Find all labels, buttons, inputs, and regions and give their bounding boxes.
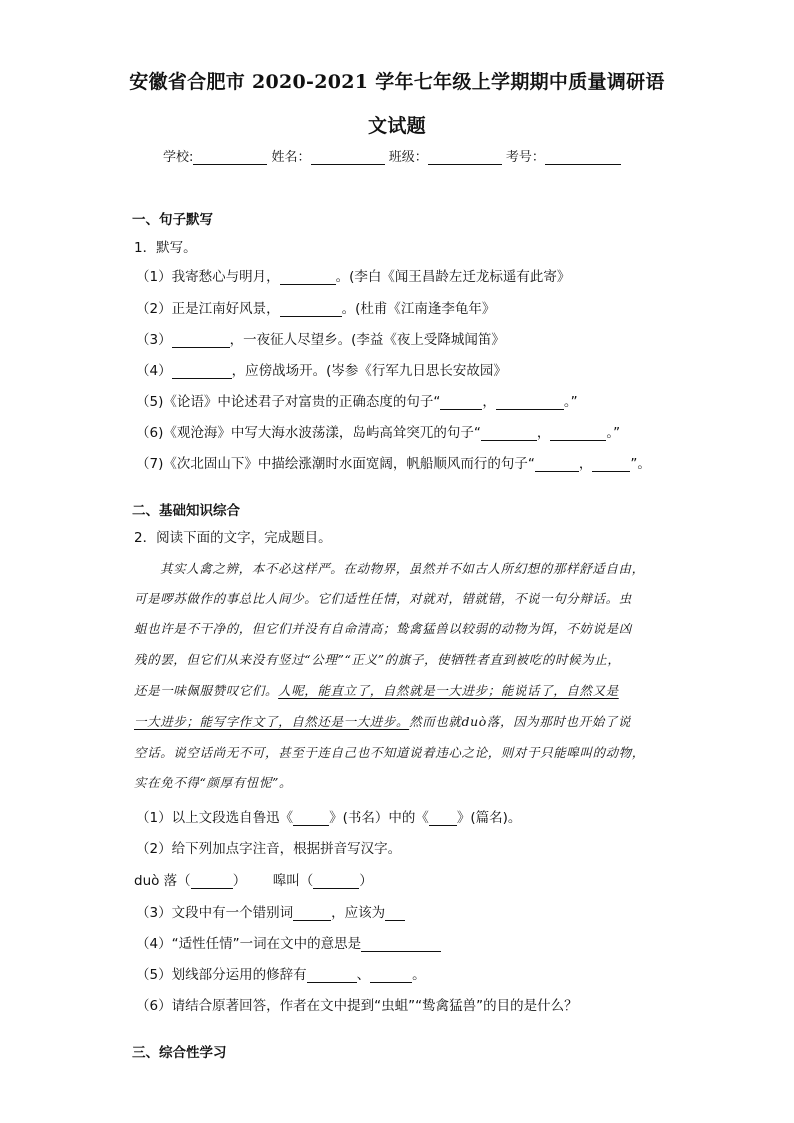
q2-sub-6: （6）请结合原著回答，作者在文中提到“虫蛆”“鸷禽猛兽”的目的是什么？ xyxy=(136,998,578,1014)
passage-line: 实在免不得“颜厚有忸怩”。 xyxy=(134,775,293,790)
answer-blank[interactable] xyxy=(293,906,331,921)
q1-item-7 xyxy=(136,452,651,472)
q1-item-1 xyxy=(136,265,570,285)
item-text: ， xyxy=(536,425,551,441)
question-2-stem: 2．阅读下面的文字，完成题目。 xyxy=(134,530,332,546)
q1-item-5 xyxy=(136,390,578,410)
q1-item-6 xyxy=(136,421,620,441)
section-heading-1: 一、句子默写 xyxy=(132,212,213,228)
item-text: ， xyxy=(482,394,496,410)
passage-line: 空话。说空话尚无不可，甚至于连自己也不知道说着违心之论，则对于只能嗥叫的动物， xyxy=(134,745,645,760)
answer-blank[interactable] xyxy=(385,906,405,921)
answer-blank[interactable] xyxy=(592,457,630,472)
q2-sub-2-blanks: duò 落（ ） 嗥叫（ ） xyxy=(134,873,373,889)
answer-blank[interactable] xyxy=(370,968,412,983)
answer-blank[interactable] xyxy=(172,333,230,348)
answer-blank[interactable] xyxy=(313,874,359,889)
answer-blank[interactable] xyxy=(280,270,336,285)
answer-blank[interactable] xyxy=(280,302,342,317)
item-text: ， xyxy=(578,456,593,472)
answer-blank[interactable] xyxy=(191,874,233,889)
answer-blank[interactable] xyxy=(293,811,329,826)
title-line-1: 安徽省合肥市 2020-2021 学年七年级上学期期中质量调研语 xyxy=(129,71,665,93)
item-text: ，一夜征人尽望乡。(李益《夜上受降城闻笛》 xyxy=(229,332,505,348)
answer-blank[interactable] xyxy=(172,364,232,379)
answer-blank[interactable] xyxy=(361,937,441,952)
item-text: （1）我寄愁心与明月， xyxy=(136,269,280,285)
q2-sub-1: （1）以上文段选自鲁迅《 》(书名）中的《 》(篇名)。 xyxy=(136,810,522,826)
class-label: 班级： xyxy=(388,150,428,165)
question-1-stem: 1．默写。 xyxy=(134,240,197,256)
passage-line: 可是啰苏做作的事总比人间少。它们适性任情，对就对，错就错，不说一句分辩话。虫 xyxy=(134,591,632,606)
answer-blank[interactable] xyxy=(440,395,482,410)
item-text: 。” xyxy=(563,394,578,410)
passage-line: 还是一味佩服赞叹它们。人呢，能直立了，自然就是一大进步；能说话了，自然又是 xyxy=(134,683,619,698)
q1-item-2 xyxy=(136,297,495,317)
title-line-2: 文试题 xyxy=(368,115,426,137)
item-text: （7)《次北固山下》中描绘涨潮时水面宽阔，帆船顺风而行的句子“ xyxy=(136,456,535,472)
passage-line: 残的罢，但它们从来没有竖过“公理”“正义”的旗子，使牺牲者直到被吃的时候为止， xyxy=(134,652,621,667)
number-blank[interactable] xyxy=(545,150,621,165)
item-text: （2）正是江南好风景， xyxy=(136,301,280,317)
section-heading-3: 三、综合性学习 xyxy=(132,1045,227,1061)
answer-blank[interactable] xyxy=(496,395,564,410)
underlined-text: 人呢，能直立了，自然就是一大进步；能说话了，自然又是 xyxy=(278,683,619,698)
school-blank[interactable] xyxy=(193,150,267,165)
item-text: 。(李白《闻王昌龄左迁龙标遥有此寄》 xyxy=(335,269,571,285)
item-text: （5)《论语》中论述君子对富贵的正确态度的句子“ xyxy=(136,394,441,410)
q2-sub-4: （4）“适性任情”一词在文中的意思是 xyxy=(136,932,441,952)
item-text: ”。 xyxy=(630,456,651,472)
item-text: ，应傍战场开。(岑参《行军九日思长安故园》 xyxy=(231,363,507,379)
underlined-text: 一大进步；能写字作文了，自然还是一大进步。 xyxy=(134,714,410,729)
item-text: 。(杜甫《江南逢李龟年》 xyxy=(341,301,496,317)
item-text: 。” xyxy=(606,425,621,441)
answer-blank[interactable] xyxy=(429,811,457,826)
q2-sub-5: （5）划线部分运用的修辞有 、 。 xyxy=(136,967,426,983)
item-text: （6)《观沧海》中写大海水波荡漾，岛屿高耸突兀的句子“ xyxy=(136,425,481,441)
student-info-row xyxy=(163,146,621,165)
answer-blank[interactable] xyxy=(550,426,606,441)
class-blank[interactable] xyxy=(428,150,502,165)
passage-line: 一大进步；能写字作文了，自然还是一大进步。然而也就duò落，因为那时也开始了说 xyxy=(134,714,631,729)
passage-line: 其实人禽之辨，本不必这样严。在动物界，虽然并不如古人所幻想的那样舒适自由， xyxy=(160,561,645,576)
q1-item-3 xyxy=(136,328,505,348)
name-label: 姓名： xyxy=(271,150,311,165)
number-label: 考号： xyxy=(505,150,545,165)
item-text: （3） xyxy=(136,332,172,348)
answer-blank[interactable] xyxy=(481,426,537,441)
passage-line: 蛆也许是不干净的，但它们并没有自命清高；鸷禽猛兽以较弱的动物为饵，不妨说是凶 xyxy=(134,621,632,636)
name-blank[interactable] xyxy=(311,150,385,165)
q2-sub-2: （2）给下列加点字注音，根据拼音写汉字。 xyxy=(136,841,402,857)
q2-sub-3: （3）文段中有一个错别词 ，应该为 xyxy=(136,901,405,921)
answer-blank[interactable] xyxy=(535,457,579,472)
school-label: 学校: xyxy=(163,150,194,165)
answer-blank[interactable] xyxy=(307,968,357,983)
section-heading-2: 二、基础知识综合 xyxy=(132,503,240,519)
q1-item-4 xyxy=(136,359,507,379)
item-text: （4） xyxy=(136,363,172,379)
